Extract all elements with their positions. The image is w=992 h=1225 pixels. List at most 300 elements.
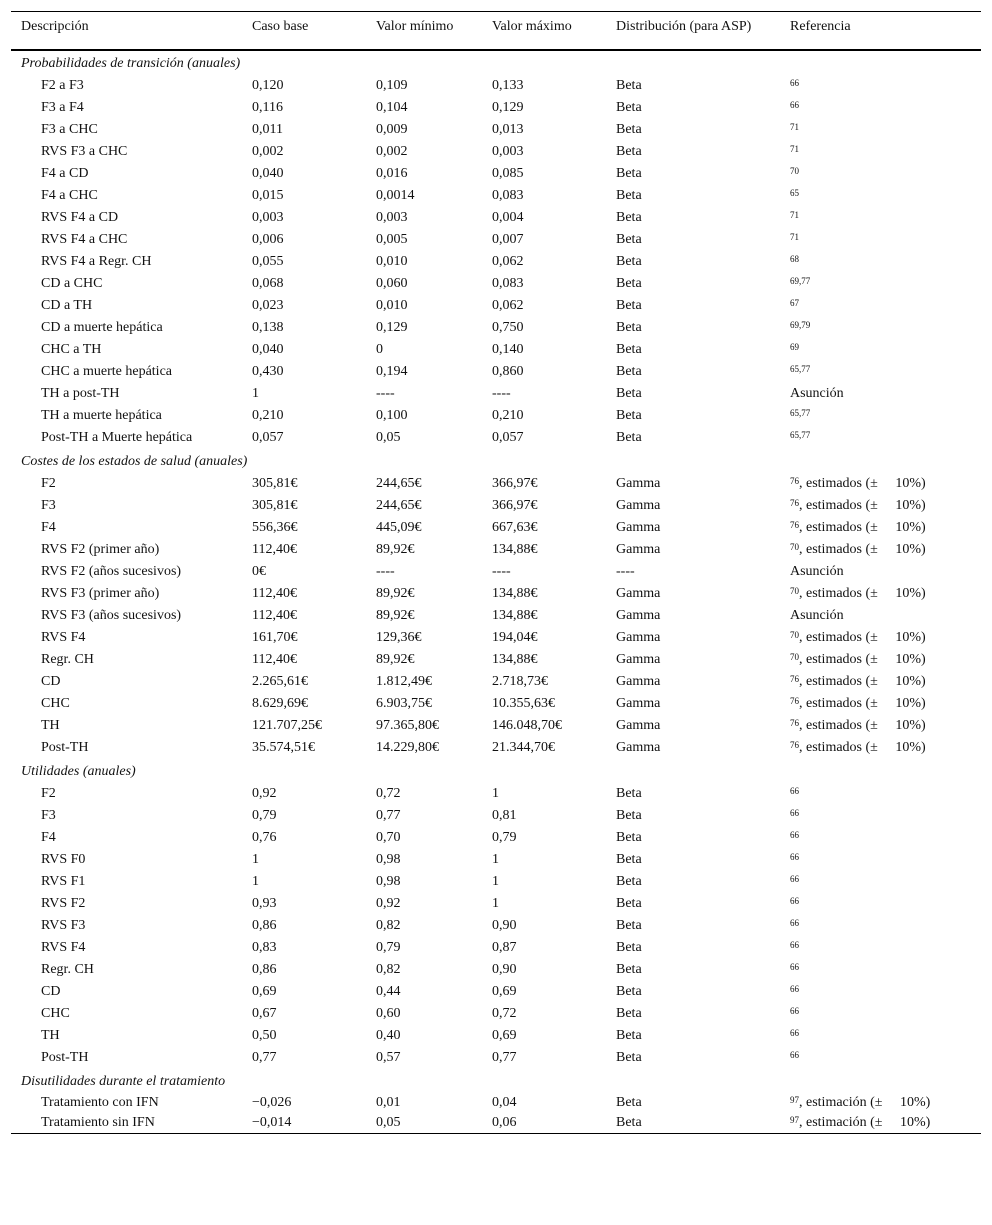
cell-description: Regr. CH bbox=[41, 651, 94, 667]
cell-distribution: Beta bbox=[616, 917, 642, 933]
table-row bbox=[11, 361, 981, 383]
section-title: Probabilidades de transición (anuales) bbox=[21, 55, 241, 71]
reference-superscript: 67 bbox=[790, 297, 799, 308]
cell-min-value: 0,44 bbox=[376, 983, 401, 999]
cell-base-case: 0,116 bbox=[252, 99, 283, 115]
cell-description: TH a post-TH bbox=[41, 385, 120, 401]
cell-base-case: 0,210 bbox=[252, 407, 284, 423]
cell-description: CD bbox=[41, 673, 61, 689]
cell-description: CD a TH bbox=[41, 297, 93, 313]
cell-reference bbox=[780, 141, 981, 163]
cell-reference bbox=[780, 539, 981, 561]
cell-description: Post-TH bbox=[41, 739, 89, 755]
cell-description: Regr. CH bbox=[41, 961, 94, 977]
cell-reference bbox=[780, 295, 981, 317]
cell-base-case: 0,50 bbox=[252, 1027, 277, 1043]
cell-distribution: Gamma bbox=[616, 497, 661, 513]
cell-base-case: 0,83 bbox=[252, 939, 277, 955]
table-row bbox=[11, 1093, 981, 1113]
cell-distribution: Gamma bbox=[616, 695, 661, 711]
reference-superscript: 65,77 bbox=[790, 429, 811, 440]
cell-base-case: 112,40€ bbox=[252, 607, 297, 623]
cell-base-case: 0,068 bbox=[252, 275, 284, 291]
cell-reference bbox=[780, 495, 981, 517]
cell-max-value: 0,057 bbox=[492, 429, 524, 445]
table-row bbox=[11, 737, 981, 759]
cell-description: RVS F1 bbox=[41, 873, 86, 889]
cell-description: TH a muerte hepática bbox=[41, 407, 162, 423]
reference-text: , estimación (± 10%) bbox=[799, 1114, 931, 1130]
cell-distribution: Beta bbox=[616, 341, 642, 357]
cell-min-value: 0,72 bbox=[376, 785, 401, 801]
cell-distribution: Beta bbox=[616, 231, 642, 247]
table-row bbox=[11, 75, 981, 97]
reference-superscript: 66 bbox=[790, 77, 799, 88]
cell-reference bbox=[780, 427, 981, 449]
cell-reference bbox=[780, 627, 981, 649]
reference-superscript: 69,77 bbox=[790, 275, 811, 286]
table-row bbox=[11, 915, 981, 937]
table-row bbox=[11, 317, 981, 339]
cell-base-case: 2.265,61€ bbox=[252, 673, 308, 689]
cell-max-value: ---- bbox=[492, 563, 511, 579]
cell-description: RVS F4 a CD bbox=[41, 209, 119, 225]
cell-min-value: 0,01 bbox=[376, 1094, 401, 1110]
cell-base-case: 112,40€ bbox=[252, 585, 297, 601]
table-row bbox=[11, 517, 981, 539]
cell-max-value: 0,81 bbox=[492, 807, 517, 823]
cell-min-value: 0,70 bbox=[376, 829, 401, 845]
cell-description: CD a CHC bbox=[41, 275, 103, 291]
cell-base-case: 0,93 bbox=[252, 895, 277, 911]
cell-min-value: 0,0014 bbox=[376, 187, 415, 203]
cell-distribution: Beta bbox=[616, 407, 642, 423]
cell-description: F2 a F3 bbox=[41, 77, 84, 93]
cell-min-value: 6.903,75€ bbox=[376, 695, 432, 711]
cell-reference bbox=[780, 937, 981, 959]
cell-distribution: Beta bbox=[616, 1027, 642, 1043]
cell-description: RVS F2 bbox=[41, 895, 86, 911]
cell-base-case: 0,006 bbox=[252, 231, 284, 247]
cell-max-value: 0,003 bbox=[492, 143, 524, 159]
cell-max-value: 0,77 bbox=[492, 1049, 517, 1065]
reference-superscript: 71 bbox=[790, 231, 799, 242]
cell-max-value: 0,90 bbox=[492, 917, 517, 933]
cell-max-value: 0,69 bbox=[492, 983, 517, 999]
cell-reference bbox=[780, 473, 981, 495]
cell-distribution: Beta bbox=[616, 165, 642, 181]
reference-superscript: 68 bbox=[790, 253, 799, 264]
cell-min-value: 244,65€ bbox=[376, 475, 422, 491]
header-max-value: Valor máximo bbox=[492, 19, 572, 34]
cell-min-value: 0,109 bbox=[376, 77, 408, 93]
cell-max-value: 1 bbox=[492, 873, 499, 889]
cell-base-case: 0,138 bbox=[252, 319, 284, 335]
section-header-row bbox=[11, 449, 981, 473]
cell-min-value: 0,79 bbox=[376, 939, 401, 955]
cell-min-value: 244,65€ bbox=[376, 497, 422, 513]
cell-max-value: 0,210 bbox=[492, 407, 524, 423]
cell-description: CD bbox=[41, 983, 61, 999]
cell-min-value: 0,77 bbox=[376, 807, 401, 823]
cell-min-value: 0,060 bbox=[376, 275, 408, 291]
reference-superscript: 76 bbox=[790, 475, 799, 486]
cell-min-value: 0,40 bbox=[376, 1027, 401, 1043]
cell-reference bbox=[780, 605, 981, 627]
cell-min-value: 0,104 bbox=[376, 99, 408, 115]
cell-min-value: 0,003 bbox=[376, 209, 408, 225]
cell-max-value: 134,88€ bbox=[492, 585, 538, 601]
table-row bbox=[11, 427, 981, 449]
cell-reference bbox=[780, 273, 981, 295]
cell-distribution: Beta bbox=[616, 895, 642, 911]
cell-min-value: 89,92€ bbox=[376, 607, 415, 623]
cell-distribution: Beta bbox=[616, 1094, 642, 1110]
table-row bbox=[11, 827, 981, 849]
table-row bbox=[11, 1047, 981, 1069]
cell-reference bbox=[780, 517, 981, 539]
reference-superscript: 69 bbox=[790, 341, 799, 352]
cell-max-value: 0,004 bbox=[492, 209, 524, 225]
cell-reference bbox=[780, 1093, 981, 1113]
table-row bbox=[11, 849, 981, 871]
cell-reference bbox=[780, 871, 981, 893]
cell-base-case: −0,026 bbox=[252, 1094, 292, 1110]
cell-description: F4 a CHC bbox=[41, 187, 98, 203]
cell-base-case: 112,40€ bbox=[252, 541, 297, 557]
cell-description: TH bbox=[41, 717, 60, 733]
reference-superscript: 65 bbox=[790, 187, 799, 198]
cell-description: F2 bbox=[41, 785, 56, 801]
cell-base-case: 0,057 bbox=[252, 429, 284, 445]
cell-reference bbox=[780, 251, 981, 273]
cell-max-value: 0,860 bbox=[492, 363, 524, 379]
cell-description: RVS F4 bbox=[41, 939, 86, 955]
reference-superscript: 76 bbox=[790, 519, 799, 530]
table-row bbox=[11, 605, 981, 627]
cell-distribution: Beta bbox=[616, 1005, 642, 1021]
cell-description: F3 bbox=[41, 497, 56, 513]
table-row bbox=[11, 649, 981, 671]
table-row bbox=[11, 97, 981, 119]
table-row bbox=[11, 295, 981, 317]
cell-description: RVS F0 bbox=[41, 851, 86, 867]
table-row bbox=[11, 405, 981, 427]
table-row bbox=[11, 1113, 981, 1133]
cell-max-value: 0,129 bbox=[492, 99, 524, 115]
table-row bbox=[11, 229, 981, 251]
cell-description: RVS F3 (primer año) bbox=[41, 585, 160, 601]
header-description: Descripción bbox=[21, 19, 89, 34]
table-row bbox=[11, 383, 981, 405]
cell-distribution: Beta bbox=[616, 319, 642, 335]
cell-max-value: 0,69 bbox=[492, 1027, 517, 1043]
cell-min-value: 0,82 bbox=[376, 961, 401, 977]
cell-description: RVS F3 (años sucesivos) bbox=[41, 607, 182, 623]
cell-min-value: 89,92€ bbox=[376, 585, 415, 601]
cell-max-value: 0,083 bbox=[492, 275, 524, 291]
cell-reference bbox=[780, 119, 981, 141]
reference-superscript: 66 bbox=[790, 895, 799, 906]
cell-min-value: 0 bbox=[376, 341, 383, 357]
cell-distribution: Gamma bbox=[616, 541, 661, 557]
reference-text: Asunción bbox=[790, 385, 844, 401]
cell-distribution: Beta bbox=[616, 429, 642, 445]
header-row bbox=[11, 12, 981, 50]
cell-reference bbox=[780, 75, 981, 97]
cell-distribution: Gamma bbox=[616, 629, 661, 645]
cell-max-value: 0,72 bbox=[492, 1005, 517, 1021]
table-row bbox=[11, 207, 981, 229]
cell-description: RVS F3 bbox=[41, 917, 86, 933]
reference-superscript: 66 bbox=[790, 1005, 799, 1016]
reference-superscript: 66 bbox=[790, 829, 799, 840]
cell-description: F3 a CHC bbox=[41, 121, 98, 137]
reference-superscript: 66 bbox=[790, 1027, 799, 1038]
cell-base-case: 1 bbox=[252, 873, 259, 889]
cell-base-case: 8.629,69€ bbox=[252, 695, 308, 711]
cell-base-case: 0,040 bbox=[252, 341, 284, 357]
cell-min-value: 0,60 bbox=[376, 1005, 401, 1021]
cell-distribution: Beta bbox=[616, 121, 642, 137]
reference-superscript: 66 bbox=[790, 939, 799, 950]
table-row bbox=[11, 163, 981, 185]
cell-min-value: 89,92€ bbox=[376, 651, 415, 667]
reference-text: , estimados (± 10%) bbox=[799, 497, 926, 513]
cell-distribution: Beta bbox=[616, 209, 642, 225]
cell-reference bbox=[780, 317, 981, 339]
cell-max-value: 0,04 bbox=[492, 1094, 517, 1110]
cell-max-value: 134,88€ bbox=[492, 541, 538, 557]
cell-description: RVS F3 a CHC bbox=[41, 143, 128, 159]
cell-min-value: ---- bbox=[376, 563, 395, 579]
cell-min-value: 0,129 bbox=[376, 319, 408, 335]
cell-min-value: 89,92€ bbox=[376, 541, 415, 557]
cell-base-case: 0,015 bbox=[252, 187, 284, 203]
cell-reference bbox=[780, 981, 981, 1003]
cell-description: CHC bbox=[41, 1005, 70, 1021]
reference-superscript: 66 bbox=[790, 99, 799, 110]
cell-base-case: 112,40€ bbox=[252, 651, 297, 667]
cell-base-case: 305,81€ bbox=[252, 475, 298, 491]
cell-distribution: Beta bbox=[616, 99, 642, 115]
cell-base-case: 1 bbox=[252, 385, 259, 401]
cell-min-value: 0,016 bbox=[376, 165, 408, 181]
header-distribution: Distribución (para ASP) bbox=[616, 19, 752, 34]
reference-superscript: 66 bbox=[790, 917, 799, 928]
cell-base-case: 161,70€ bbox=[252, 629, 298, 645]
reference-text: , estimados (± 10%) bbox=[799, 717, 926, 733]
cell-max-value: 0,062 bbox=[492, 253, 524, 269]
table-row bbox=[11, 539, 981, 561]
cell-distribution: Beta bbox=[616, 807, 642, 823]
cell-description: RVS F2 (años sucesivos) bbox=[41, 563, 182, 579]
cell-base-case: 0,120 bbox=[252, 77, 284, 93]
cell-max-value: 1 bbox=[492, 851, 499, 867]
reference-superscript: 66 bbox=[790, 807, 799, 818]
table-row bbox=[11, 583, 981, 605]
cell-max-value: 366,97€ bbox=[492, 475, 538, 491]
cell-base-case: −0,014 bbox=[252, 1114, 292, 1130]
cell-base-case: 0,86 bbox=[252, 961, 277, 977]
cell-distribution: ---- bbox=[616, 563, 635, 579]
cell-reference bbox=[780, 737, 981, 759]
reference-text: , estimados (± 10%) bbox=[799, 475, 926, 491]
table-row bbox=[11, 119, 981, 141]
cell-min-value: 0,194 bbox=[376, 363, 408, 379]
cell-min-value: 0,009 bbox=[376, 121, 408, 137]
cell-max-value: 1 bbox=[492, 785, 499, 801]
reference-superscript: 70 bbox=[790, 629, 799, 640]
cell-base-case: 0,79 bbox=[252, 807, 277, 823]
cell-base-case: 0,76 bbox=[252, 829, 277, 845]
cell-distribution: Gamma bbox=[616, 519, 661, 535]
cell-distribution: Beta bbox=[616, 275, 642, 291]
cell-distribution: Beta bbox=[616, 939, 642, 955]
cell-base-case: 35.574,51€ bbox=[252, 739, 315, 755]
table-row bbox=[11, 495, 981, 517]
reference-superscript: 70 bbox=[790, 165, 799, 176]
reference-superscript: 70 bbox=[790, 541, 799, 552]
cell-description: RVS F4 bbox=[41, 629, 86, 645]
cell-min-value: 0,98 bbox=[376, 851, 401, 867]
cell-reference bbox=[780, 163, 981, 185]
cell-reference bbox=[780, 383, 981, 405]
cell-min-value: 14.229,80€ bbox=[376, 739, 439, 755]
section-header-row bbox=[11, 50, 981, 75]
cell-min-value: ---- bbox=[376, 385, 395, 401]
table-row bbox=[11, 185, 981, 207]
reference-superscript: 76 bbox=[790, 717, 799, 728]
cell-max-value: 0,062 bbox=[492, 297, 524, 313]
cell-distribution: Gamma bbox=[616, 739, 661, 755]
reference-superscript: 66 bbox=[790, 1049, 799, 1060]
cell-description: RVS F2 (primer año) bbox=[41, 541, 160, 557]
reference-superscript: 76 bbox=[790, 497, 799, 508]
cell-base-case: 0,69 bbox=[252, 983, 277, 999]
cell-max-value: 134,88€ bbox=[492, 607, 538, 623]
section-title: Costes de los estados de salud (anuales) bbox=[21, 453, 248, 469]
reference-text: , estimados (± 10%) bbox=[799, 585, 926, 601]
reference-text: , estimados (± 10%) bbox=[799, 541, 926, 557]
cell-max-value: 10.355,63€ bbox=[492, 695, 555, 711]
table-row bbox=[11, 473, 981, 495]
cell-distribution: Gamma bbox=[616, 475, 661, 491]
cell-distribution: Beta bbox=[616, 297, 642, 313]
cell-max-value: 0,083 bbox=[492, 187, 524, 203]
cell-base-case: 121.707,25€ bbox=[252, 717, 322, 733]
table-bottom-rule bbox=[11, 1133, 981, 1134]
cell-reference bbox=[780, 561, 981, 583]
cell-reference bbox=[780, 207, 981, 229]
cell-description: Post-TH bbox=[41, 1049, 89, 1065]
cell-min-value: 97.365,80€ bbox=[376, 717, 439, 733]
cell-description: TH bbox=[41, 1027, 60, 1043]
cell-distribution: Gamma bbox=[616, 585, 661, 601]
cell-distribution: Beta bbox=[616, 187, 642, 203]
header-min-value: Valor mínimo bbox=[376, 19, 454, 34]
reference-text: , estimados (± 10%) bbox=[799, 629, 926, 645]
cell-reference bbox=[780, 715, 981, 737]
reference-text: , estimados (± 10%) bbox=[799, 739, 926, 755]
cell-max-value: 0,085 bbox=[492, 165, 524, 181]
cell-base-case: 0,003 bbox=[252, 209, 284, 225]
reference-text: , estimados (± 10%) bbox=[799, 519, 926, 535]
section-header-row bbox=[11, 1069, 981, 1093]
reference-superscript: 70 bbox=[790, 651, 799, 662]
cell-max-value: 0,90 bbox=[492, 961, 517, 977]
reference-superscript: 66 bbox=[790, 961, 799, 972]
reference-superscript: 71 bbox=[790, 209, 799, 220]
cell-max-value: 0,87 bbox=[492, 939, 517, 955]
cell-max-value: 0,750 bbox=[492, 319, 524, 335]
cell-min-value: 0,100 bbox=[376, 407, 408, 423]
table-row bbox=[11, 937, 981, 959]
cell-reference bbox=[780, 649, 981, 671]
cell-distribution: Beta bbox=[616, 253, 642, 269]
cell-reference bbox=[780, 827, 981, 849]
cell-reference bbox=[780, 1047, 981, 1069]
cell-min-value: 0,05 bbox=[376, 1114, 401, 1130]
cell-description: CD a muerte hepática bbox=[41, 319, 163, 335]
cell-description: F2 bbox=[41, 475, 56, 491]
cell-distribution: Beta bbox=[616, 983, 642, 999]
table-row bbox=[11, 893, 981, 915]
cell-reference bbox=[780, 849, 981, 871]
cell-distribution: Gamma bbox=[616, 651, 661, 667]
cell-base-case: 305,81€ bbox=[252, 497, 298, 513]
cell-reference bbox=[780, 1003, 981, 1025]
cell-description: Tratamiento con IFN bbox=[41, 1094, 159, 1110]
cell-base-case: 0,023 bbox=[252, 297, 284, 313]
cell-reference bbox=[780, 805, 981, 827]
reference-superscript: 70 bbox=[790, 585, 799, 596]
cell-reference bbox=[780, 959, 981, 981]
table-row bbox=[11, 1003, 981, 1025]
cell-max-value: 0,013 bbox=[492, 121, 524, 137]
table-row bbox=[11, 273, 981, 295]
reference-superscript: 66 bbox=[790, 873, 799, 884]
cell-distribution: Beta bbox=[616, 363, 642, 379]
cell-min-value: 0,010 bbox=[376, 297, 408, 313]
cell-reference bbox=[780, 915, 981, 937]
section-title: Utilidades (anuales) bbox=[21, 763, 136, 779]
cell-description: RVS F4 a Regr. CH bbox=[41, 253, 152, 269]
reference-superscript: 66 bbox=[790, 785, 799, 796]
parameters-table bbox=[11, 11, 981, 1133]
cell-reference bbox=[780, 693, 981, 715]
cell-min-value: 1.812,49€ bbox=[376, 673, 432, 689]
cell-distribution: Beta bbox=[616, 143, 642, 159]
table-row bbox=[11, 693, 981, 715]
cell-reference bbox=[780, 97, 981, 119]
cell-distribution: Beta bbox=[616, 1049, 642, 1065]
table-row bbox=[11, 627, 981, 649]
reference-superscript: 65,77 bbox=[790, 363, 811, 374]
reference-superscript: 65,77 bbox=[790, 407, 811, 418]
cell-max-value: 2.718,73€ bbox=[492, 673, 548, 689]
reference-text: , estimación (± 10%) bbox=[799, 1094, 931, 1110]
cell-min-value: 0,82 bbox=[376, 917, 401, 933]
cell-description: CHC a TH bbox=[41, 341, 102, 357]
cell-min-value: 0,005 bbox=[376, 231, 408, 247]
cell-reference bbox=[780, 1025, 981, 1047]
cell-min-value: 0,010 bbox=[376, 253, 408, 269]
cell-base-case: 0,67 bbox=[252, 1005, 277, 1021]
cell-distribution: Beta bbox=[616, 385, 642, 401]
cell-min-value: 0,92 bbox=[376, 895, 401, 911]
section-title: Disutilidades durante el tratamiento bbox=[21, 1073, 226, 1089]
